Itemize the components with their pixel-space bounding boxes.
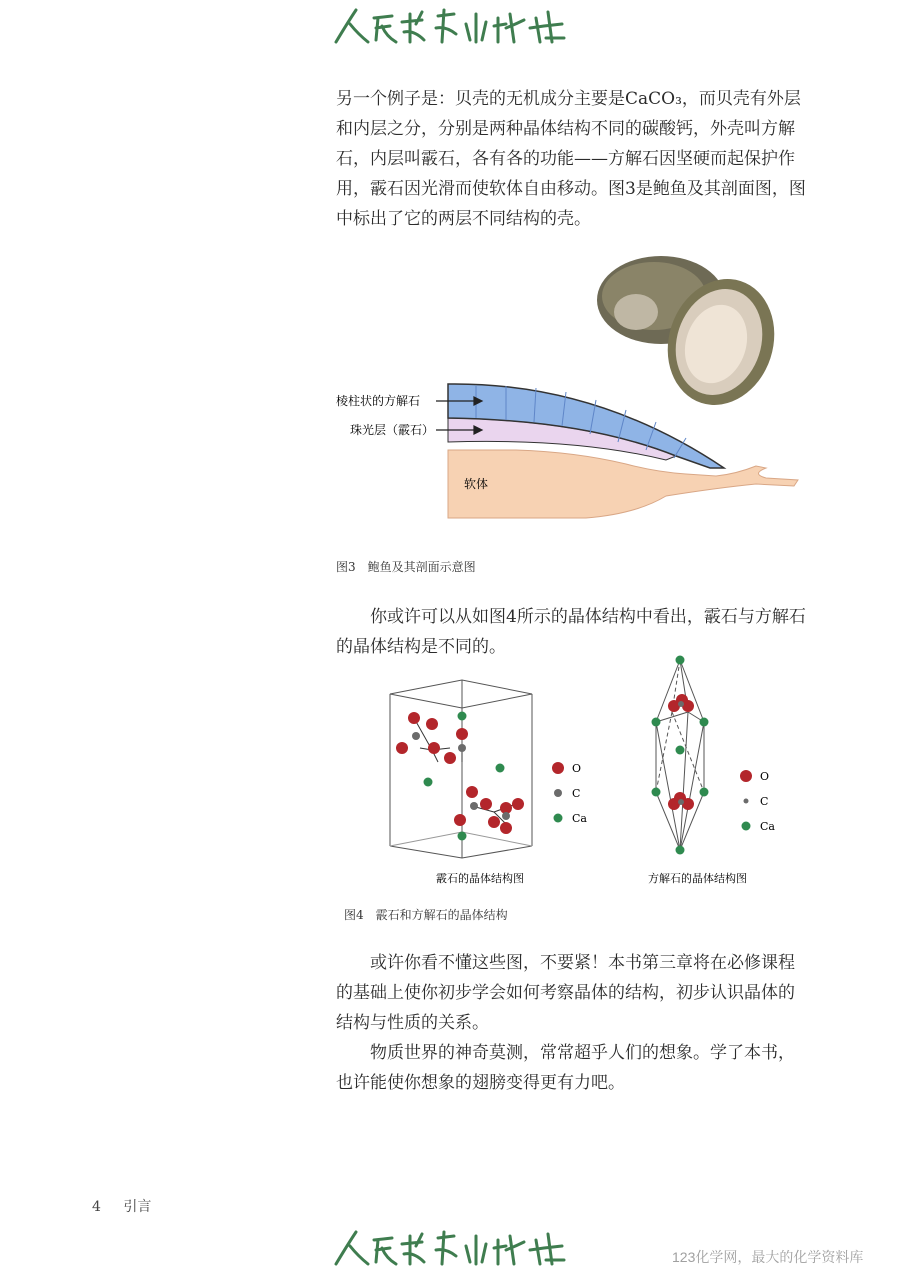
figure-3 xyxy=(336,252,806,532)
figure-4-caption: 图4 霰石和方解石的晶体结构 xyxy=(344,908,508,922)
legend-right-o: O xyxy=(760,770,770,783)
paragraph-2: 你或许可以从如图4所示的晶体结构中看出，霰石与方解石的晶体结构是不同的。 xyxy=(336,607,806,657)
label-aragonite: 珠光层（霰石） xyxy=(350,423,435,437)
watermark-text: 123化学网，最大的化学资料库 xyxy=(672,1249,864,1265)
paragraph-1: 另一个例子是：贝壳的无机成分主要是CaCO₃，而贝壳有外层和内层之分，分别是两种晶体结构不同的碳酸钙，外壳叫方解石，内层叫霰石，各有各的功能——方解石因坚硬而起保护作用，霰石因光滑而使软体自由移动。图3是鲍鱼及其剖面图，图中标出了它的两层不同结构的壳。 xyxy=(336,89,806,229)
legend-left-o: O xyxy=(572,762,582,775)
figure-3-caption: 图3 鲍鱼及其剖面示意图 xyxy=(336,560,476,574)
figure-4 xyxy=(336,652,806,892)
legend-right-ca: Ca xyxy=(760,820,775,833)
publisher-logo-bottom xyxy=(326,1226,578,1274)
legend-left-ca: Ca xyxy=(572,812,587,825)
aragonite-title: 霰石的晶体结构图 xyxy=(436,872,524,885)
legend-right-c: C xyxy=(760,795,769,808)
paragraph-3: 或许你看不懂这些图，不要紧！本书第三章将在必修课程的基础上使你初步学会如何考察晶体的结构，初步认识晶体的结构与性质的关系。 xyxy=(336,953,795,1033)
legend-left-c: C xyxy=(572,787,581,800)
section-name: 引言 xyxy=(123,1199,152,1215)
paragraph-4: 物质世界的神奇莫测，常常超乎人们的想象。学了本书，也许能使你想象的翅膀变得更有力吧。 xyxy=(336,1043,795,1093)
page-number: 4 xyxy=(92,1199,101,1215)
page-footer xyxy=(92,1196,151,1216)
calcite-title: 方解石的晶体结构图 xyxy=(648,872,747,885)
abalone-photo xyxy=(597,256,790,419)
publisher-logo xyxy=(326,4,578,52)
calcite-structure xyxy=(656,660,704,850)
label-calcite: 棱柱状的方解石 xyxy=(336,394,421,408)
label-soft-body: 软体 xyxy=(464,477,489,491)
soft-body-region xyxy=(448,450,798,518)
